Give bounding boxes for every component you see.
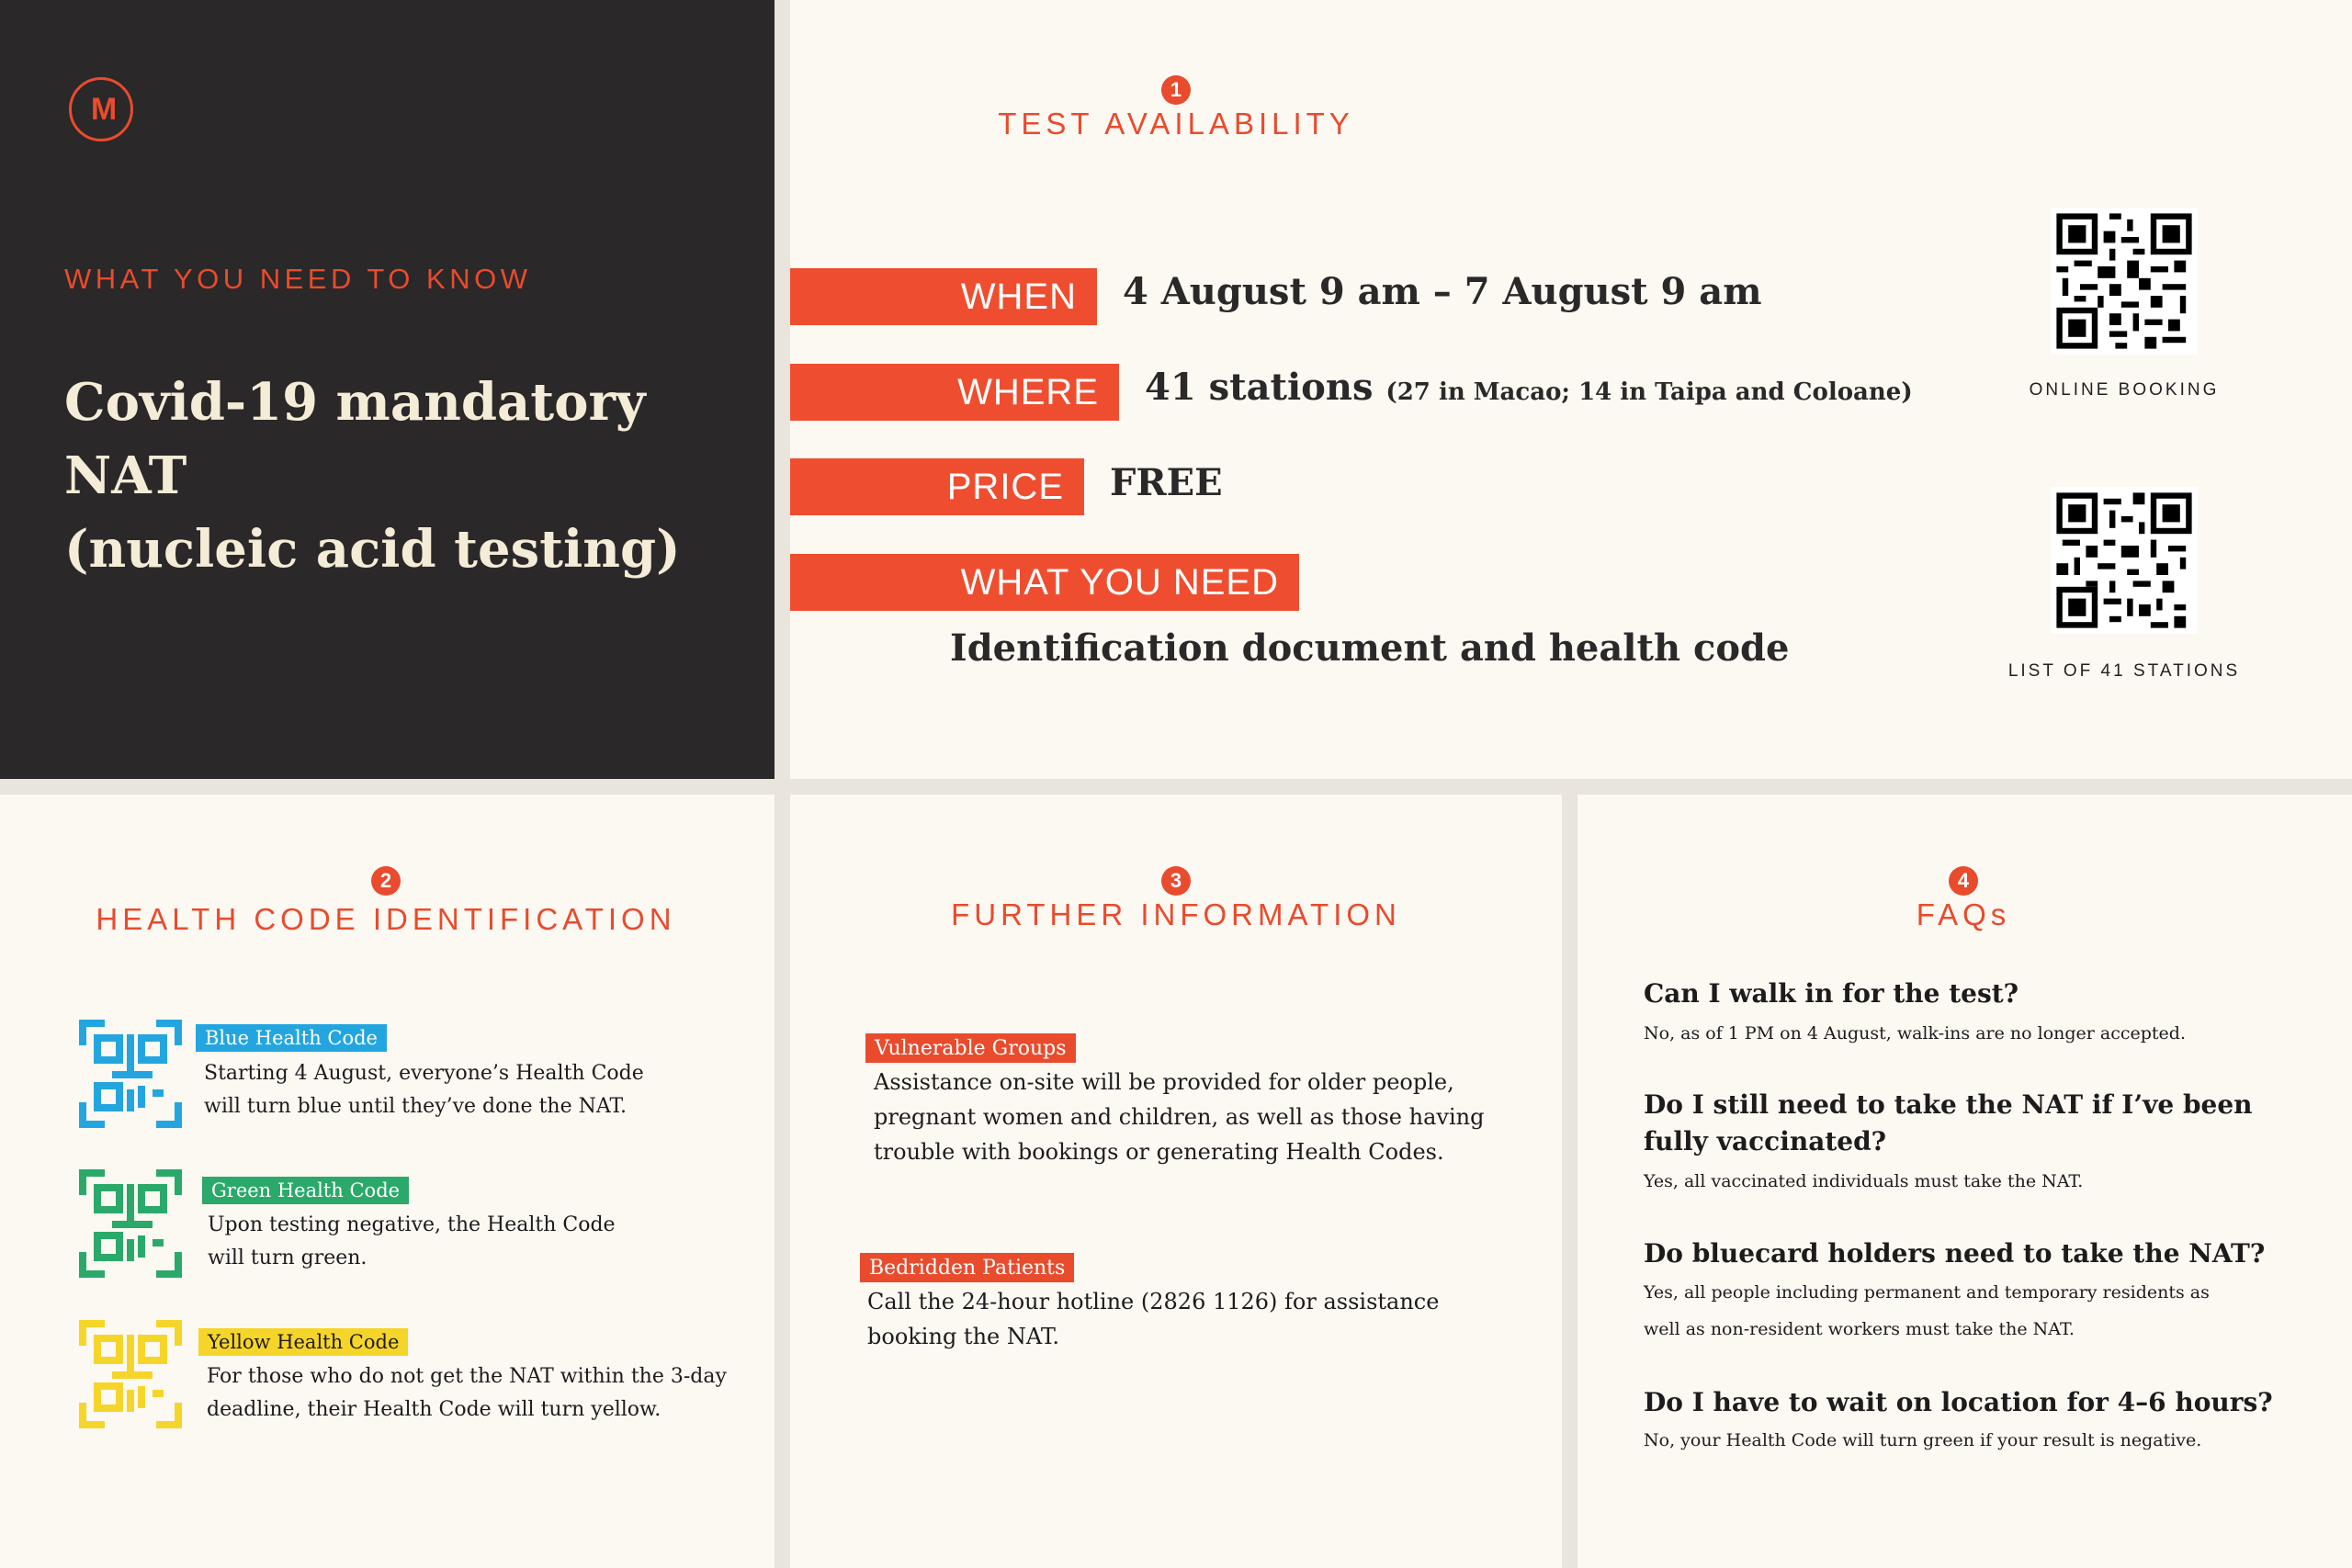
where-value	[1145, 366, 1913, 409]
further-information-panel	[790, 795, 1562, 1568]
info-line: trouble with bookings or generating Health Codes.	[874, 1139, 1444, 1165]
stations-list-label: LIST OF 41 STATIONS	[2007, 661, 2241, 681]
green-health-code-description	[208, 1209, 616, 1275]
when-value: 4 August 9 am – 7 August 9 am	[1123, 270, 1762, 313]
blue-health-code-icon	[79, 1020, 182, 1128]
what-you-need-label-bar: WHAT YOU NEED	[790, 554, 1299, 611]
faq-question-line: Do I still need to take the NAT if I’ve been	[1644, 1089, 2253, 1120]
where-value-note: (27 in Macao; 14 in Taipa and Coloane)	[1385, 378, 1913, 406]
description-line: For those who do not get the NAT within the 3-day	[207, 1365, 727, 1388]
blue-health-code-tag: Blue Health Code	[196, 1024, 387, 1052]
info-line: Call the 24-hour hotline (2826 1126) for assistance	[867, 1289, 1440, 1314]
title-panel	[0, 0, 775, 779]
section-heading: TEST AVAILABILITY	[998, 107, 1354, 141]
page-title-line-1: Covid-19 mandatory NAT	[64, 372, 646, 506]
description-line: Upon testing negative, the Health Code	[208, 1213, 616, 1236]
yellow-health-code-tag: Yellow Health Code	[198, 1328, 408, 1356]
faq-question	[1644, 1087, 2287, 1160]
faq-question-line: fully vaccinated?	[1644, 1126, 1887, 1156]
description-line: Starting 4 August, everyone’s Health Code	[204, 1062, 644, 1085]
faq-question: Do I have to wait on location for 4–6 hours?	[1644, 1387, 2273, 1417]
stations-list-qr-code[interactable]	[2051, 487, 2198, 634]
page-title	[64, 366, 744, 586]
green-health-code-tag: Green Health Code	[202, 1177, 409, 1204]
green-health-code-icon	[79, 1169, 182, 1278]
vulnerable-groups-tag: Vulnerable Groups	[865, 1033, 1076, 1063]
section-heading: FURTHER INFORMATION	[951, 897, 1401, 931]
price-value: FREE	[1110, 461, 1223, 504]
what-you-need-value: Identification document and health code	[950, 626, 1790, 670]
page-title-line-2: (nucleic acid testing)	[64, 519, 681, 580]
section-number-badge: 3	[1161, 866, 1191, 896]
when-label-bar: WHEN	[790, 268, 1097, 325]
logo-icon: M	[69, 77, 133, 141]
faq-question: Can I walk in for the test?	[1644, 978, 2019, 1009]
section-number-badge: 4	[1949, 866, 1978, 896]
where-value-main: 41 stations	[1145, 366, 1374, 409]
yellow-health-code-icon	[79, 1320, 182, 1428]
faq-answer: Yes, all vaccinated individuals must take the NAT.	[1644, 1171, 2084, 1191]
section-heading: FAQs	[1916, 897, 2011, 931]
faq-answer	[1644, 1274, 2287, 1348]
bedridden-patients-text	[867, 1284, 1439, 1354]
section-heading: HEALTH CODE IDENTIFICATION	[96, 902, 676, 936]
online-booking-qr-code[interactable]	[2051, 208, 2198, 355]
faq-answer-line: well as non-resident workers must take the NAT.	[1644, 1319, 2075, 1339]
where-label-bar: WHERE	[790, 364, 1119, 421]
info-line: pregnant women and children, as well as those having	[874, 1104, 1485, 1130]
kicker-text: WHAT YOU NEED TO KNOW	[64, 263, 532, 295]
faqs-panel	[1577, 795, 2352, 1568]
health-code-panel	[0, 795, 775, 1568]
faq-answer-line: Yes, all people including permanent and temporary residents as	[1644, 1282, 2210, 1303]
description-line: deadline, their Health Code will turn yellow.	[207, 1398, 662, 1421]
price-label-bar: PRICE	[790, 458, 1084, 515]
info-line: booking the NAT.	[867, 1324, 1059, 1349]
blue-health-code-description	[204, 1057, 644, 1123]
vulnerable-groups-text	[874, 1065, 1484, 1169]
description-line: will turn blue until they’ve done the NAT.	[204, 1095, 627, 1118]
yellow-health-code-description	[207, 1360, 727, 1427]
test-availability-panel	[790, 0, 2352, 779]
faq-answer: No, as of 1 PM on 4 August, walk-ins are no longer accepted.	[1644, 1023, 2187, 1043]
online-booking-label: ONLINE BOOKING	[2029, 380, 2220, 400]
faq-question: Do bluecard holders need to take the NAT?	[1644, 1238, 2266, 1269]
description-line: will turn green.	[208, 1247, 368, 1269]
bedridden-patients-tag: Bedridden Patients	[860, 1253, 1074, 1282]
section-number-badge: 1	[1161, 75, 1191, 105]
section-number-badge: 2	[371, 866, 401, 896]
info-line: Assistance on-site will be provided for older people,	[874, 1069, 1454, 1095]
faq-answer: No, your Health Code will turn green if your result is negative.	[1644, 1430, 2202, 1450]
